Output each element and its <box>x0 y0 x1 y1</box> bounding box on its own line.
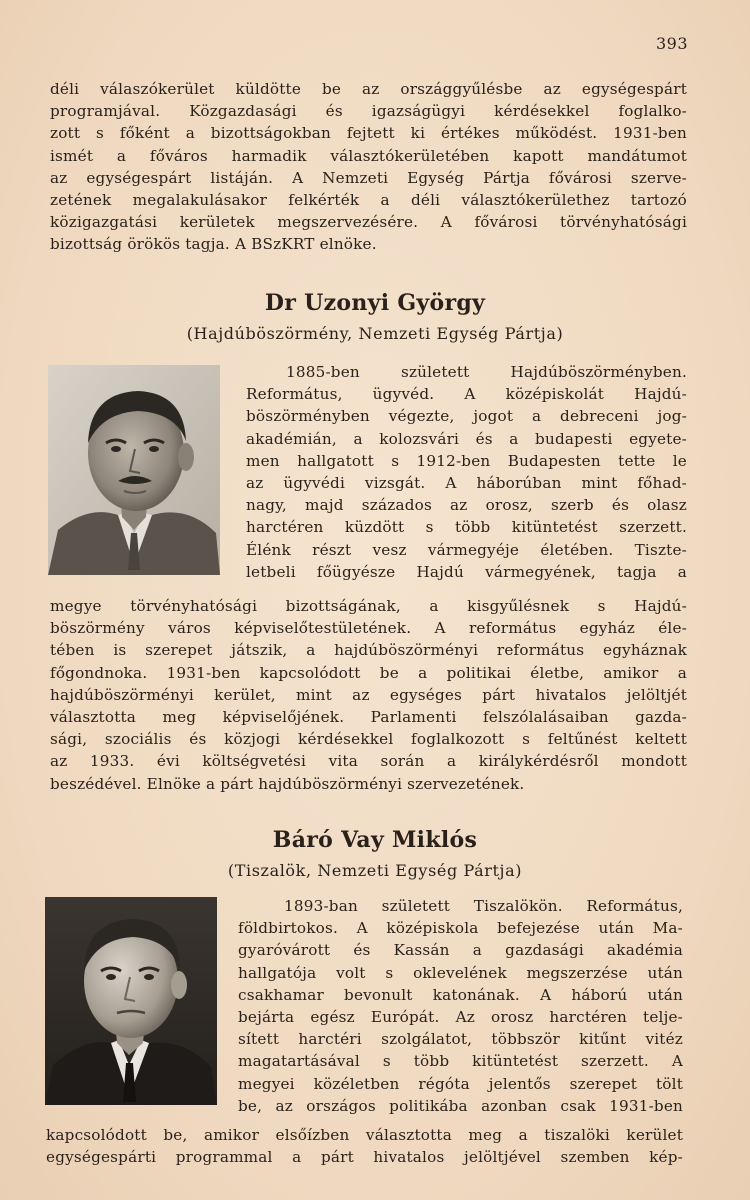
text-line: programjával. Közgazdasági és igazságügyi kérdésekkel foglalko- <box>50 102 687 121</box>
text-line: hajdúböszörményi kerület, mint az egységes párt hivatalos jelöltjét <box>50 685 687 704</box>
text-line: akadémián, a kolozsvári és a budapesti egyete- <box>246 429 687 448</box>
text-line: sági, szociális és közjogi kérdésekkel foglalkozott s feltűnést keltett <box>50 730 687 749</box>
entry-name: Dr Uzonyi György <box>264 290 486 316</box>
text-line: Élénk részt vesz vármegyéje életében. Tiszte- <box>246 540 687 559</box>
text-line: csakhamar bevonult katonának. A háború után <box>238 985 683 1004</box>
text-line: bejárta egész Európát. Az orosz harctéren telje- <box>238 1008 683 1027</box>
text-line: az egységespárt listáján. A Nemzeti Egység Pártja fővárosi szerve- <box>50 168 687 187</box>
text-line: tében is szerepet játszik, a hajdúböszörményi református egyháznak <box>50 641 687 660</box>
portrait-photo <box>48 365 220 575</box>
text-line: nagy, majd százados az orosz, szerb és olasz <box>246 496 687 515</box>
text-line: sített harctéri szolgálatot, többször kitűnt vitéz <box>238 1030 683 1049</box>
entry2-paragraph-full <box>46 1124 683 1168</box>
text-line: men hallgatott s 1912-ben Budapesten tette le <box>246 451 687 470</box>
entry-affiliation: (Hajdúböszörmény, Nemzeti Egység Pártja) <box>186 324 564 343</box>
text-line: megyei közéletben régóta jelentős szerepet tölt <box>238 1074 683 1093</box>
entry2-paragraph-beside-photo <box>238 895 683 1117</box>
text-line: Református, ügyvéd. A középiskolát Hajdú- <box>246 385 687 404</box>
text-line: közigazgatási kerületek megszervezésére. A fővárosi törvényhatósági <box>50 213 687 232</box>
text-line: földbirtokos. A középiskola befejezése után Ma- <box>238 919 683 938</box>
text-line: zetének megalakulásakor felkérték a déli választókerülethez tartozó <box>50 191 687 210</box>
text-line: az ügyvédi vizsgát. A háborúban mint főhad- <box>246 474 687 493</box>
text-line: megye törvényhatósági bizottságának, a kisgyűlésnek s Hajdú- <box>50 597 687 615</box>
text-line: déli válaszókerület küldötte be az országgyűlésbe az egységespárt <box>50 80 687 98</box>
text-line: böszörmény város képviselőtestületének. A református egyház éle- <box>50 619 687 638</box>
text-line: beszédével. Elnöke a párt hajdúböszörményi szervezetének. <box>50 774 525 793</box>
text-line: zott s főként a bizottságokban fejtett ki értékes működést. 1931-ben <box>50 124 687 143</box>
entry-name: Báró Vay Miklós <box>272 827 478 853</box>
text-line: letbeli főügyésze Hajdú vármegyének, tagja a <box>246 562 687 581</box>
intro-paragraph <box>50 78 687 256</box>
text-line: az 1933. évi költségvetési vita során a királykérdésről mondott <box>50 752 687 771</box>
text-line: egységespárti programmal a párt hivatalos jelöltjével szemben kép- <box>46 1148 683 1167</box>
text-line: bizottság örökös tagja. A BSzKRT elnöke. <box>50 235 377 254</box>
text-line: ismét a főváros harmadik választókerületében kapott mandátumot <box>50 146 687 165</box>
text-line: 1885-ben született Hajdúböszörményben. <box>286 363 687 381</box>
text-line: 1893-ban született Tiszalökön. Református, <box>284 897 683 915</box>
text-line: főgondnoka. 1931-ben kapcsolódott be a politikai életbe, amikor a <box>50 663 687 682</box>
portrait-photo <box>45 897 217 1105</box>
entry1-paragraph-beside-photo <box>246 361 687 583</box>
page-number: 393 <box>655 34 688 53</box>
entry1-paragraph-full <box>50 595 687 795</box>
entry-affiliation: (Tiszalök, Nemzeti Egység Pártja) <box>227 861 523 880</box>
text-line: böszörményben végezte, jogot a debreceni jog- <box>246 407 687 426</box>
text-line: magatartásával s több kitüntetést szerzett. A <box>238 1052 683 1071</box>
text-line: választotta meg képviselőjének. Parlamenti felszólalásaiban gazda- <box>50 708 687 727</box>
text-line: kapcsolódott be, amikor elsőízben választotta meg a tiszalöki kerület <box>46 1126 683 1144</box>
text-line: be, az országos politikába azonban csak 1931-ben <box>238 1096 683 1115</box>
text-line: gyaróvárott és Kassán a gazdasági akadémia <box>238 941 683 960</box>
text-line: hallgatója volt s oklevelének megszerzése után <box>238 963 683 982</box>
text-line: harctéren küzdött s több kitüntetést szerzett. <box>246 518 687 537</box>
